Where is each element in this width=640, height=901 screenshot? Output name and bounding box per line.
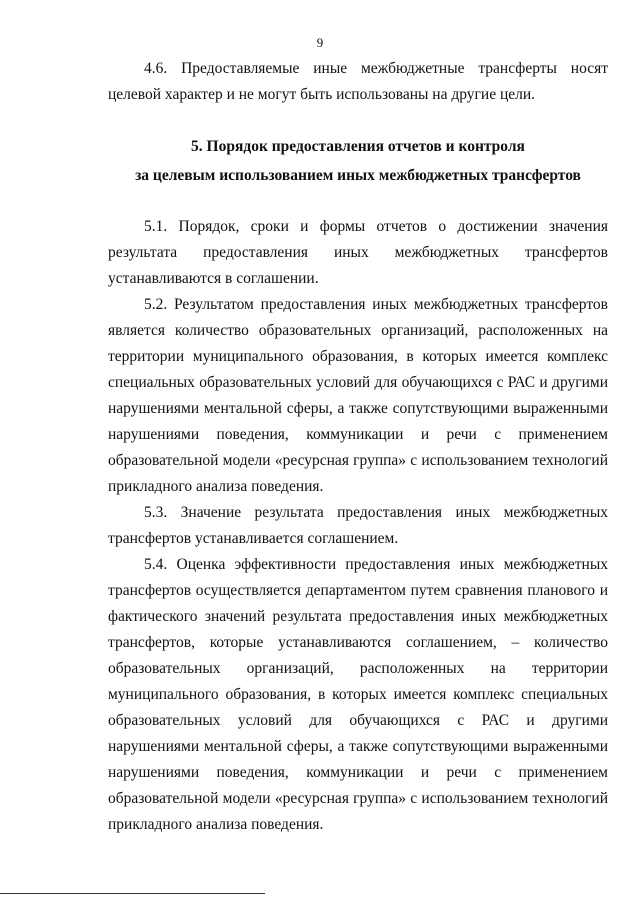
page-number: 9	[316, 35, 324, 50]
paragraph-4-6: 4.6. Предоставляемые иные межбюджетные трансферты носят целевой характер и не могут быть использованы на другие цели.	[108, 60, 608, 103]
section-5-title-line-1: 5. Порядок предоставления отчетов и контроля	[191, 138, 525, 155]
paragraph-5-2: 5.2. Результатом предоставления иных межбюджетных трансфертов является количество образовательных организаций, расположенных на территории муниципального образования, в которых имеется комплекс специальных образовательных условий для обучающихся с РАС и другими нарушениями ментальной сферы, а также сопутствующими выраженными нарушениями поведения, коммуникации и речи с применением образовательной модели «ресурсная группа» с использованием технологий прикладного анализа поведения.	[108, 296, 608, 495]
paragraph-5-4: 5.4. Оценка эффективности предоставления иных межбюджетных трансфертов осуществляется департаментом путем сравнения планового и фактического значений результата предоставления иных межбюджетных трансфертов, которые устанавливаются соглашением, – количество образовательных организаций, расположенных на территории муниципального образования, в которых имеется комплекс специальных образовательных условий для обучающихся с РАС и другими нарушениями ментальной сферы, а также сопутствующими выраженными нарушениями поведения, коммуникации и речи с применением образовательной модели «ресурсная группа» с использованием технологий прикладного анализа поведения.	[108, 556, 608, 833]
paragraph-5-3: 5.3. Значение результата предоставления иных межбюджетных трансфертов устанавливается соглашением.	[108, 504, 608, 547]
bottom-divider	[0, 893, 265, 894]
section-5-title-line-2: за целевым использованием иных межбюджетных трансфертов	[135, 167, 581, 184]
paragraph-5-1: 5.1. Порядок, сроки и формы отчетов о достижении значения результата предоставления иных межбюджетных трансфертов устанавливаются в соглашении.	[108, 218, 608, 287]
section-5-heading	[108, 132, 608, 190]
document-body	[108, 56, 608, 838]
